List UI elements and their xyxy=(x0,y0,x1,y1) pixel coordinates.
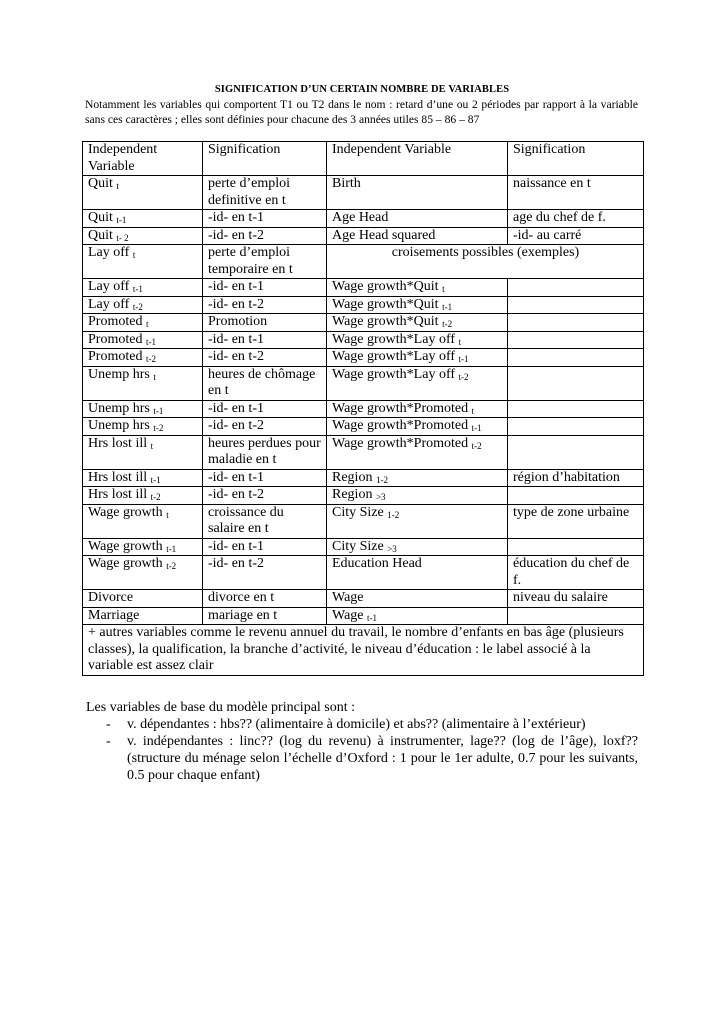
variable-subscript: t-1 xyxy=(153,405,164,416)
list-item-text: v. indépendantes : linc?? (log du revenu) à instrumenter, lage?? (log de l’âge), loxf?? (structure du ménage selon l’échelle d’Oxford : 1 pour le 1er adulte, 0.7 pour les suivants, 0.5 pour chaque enfant) xyxy=(127,734,638,783)
intro-paragraph: Notamment les variables qui comportent T1 ou T2 dans le nom : retard d’une ou 2 périodes par rapport à la variable sans ces caractères ; elles sont définies pour chacune des 3 années utiles 85 – 86 – 87 xyxy=(85,98,638,126)
variable-name: Wage growth*Promoted xyxy=(332,400,469,416)
variable-cell xyxy=(83,400,203,418)
list-dash: - xyxy=(106,717,111,732)
table-row xyxy=(83,331,644,349)
table-row xyxy=(83,176,644,210)
header-cell: Signification xyxy=(203,142,327,176)
variable-subscript: t-1 xyxy=(442,301,453,312)
variable-subscript: t-1 xyxy=(166,543,177,554)
table-note: + autres variables comme le revenu annuel du travail, le nombre d’enfants en bas âge (plusieurs classes), la qualification, la branche d’activité, le niveau d’éducation : le label associé à la variable est assez clair xyxy=(83,625,644,676)
header-cell: Independent Variable xyxy=(83,142,203,176)
signification-cell xyxy=(508,349,644,367)
list-item-text: v. dépendantes : hbs?? (alimentaire à domicile) et abs?? (alimentaire à l’extérieur) xyxy=(127,717,586,732)
table-row xyxy=(83,538,644,556)
variable-cell xyxy=(327,331,508,349)
signification-cell: -id- en t-2 xyxy=(203,296,327,314)
header-cell: Signification xyxy=(508,142,644,176)
signification-cell xyxy=(508,279,644,297)
signification-cell xyxy=(508,296,644,314)
variable-cell xyxy=(83,279,203,297)
variable-name: Wage growth*Lay off xyxy=(332,366,456,382)
variable-name: Wage growth*Promoted xyxy=(332,435,469,451)
variable-cell xyxy=(83,556,203,590)
variable-name: Wage growth*Promoted xyxy=(332,418,469,433)
variable-cell xyxy=(327,176,508,210)
signification-cell: heures perdues pour maladie en t xyxy=(203,435,327,469)
table-row xyxy=(83,349,644,367)
table-row xyxy=(83,314,644,332)
signification-cell: perte d’emploi definitive en t xyxy=(203,176,327,210)
signification-cell xyxy=(508,487,644,505)
variable-cell xyxy=(83,210,203,228)
variable-name: City Size xyxy=(332,504,384,520)
signification-cell xyxy=(508,435,644,469)
variable-cell xyxy=(327,314,508,332)
variable-name: Wage xyxy=(332,607,364,623)
variable-subscript: t-1 xyxy=(132,284,143,294)
variable-name: Unemp hrs xyxy=(88,366,150,382)
variable-cell xyxy=(83,607,203,625)
variable-cell xyxy=(327,296,508,314)
signification-cell: -id- en t-1 xyxy=(203,400,327,418)
table-row xyxy=(83,227,644,245)
variable-subscript: 1-2 xyxy=(375,474,388,485)
variable-cell xyxy=(327,504,508,538)
variable-cell xyxy=(327,227,508,245)
variable-subscript: 1-2 xyxy=(387,509,400,520)
variable-subscript: t-2 xyxy=(471,440,482,451)
signification-cell xyxy=(508,538,644,556)
variable-subscript: t-2 xyxy=(145,354,156,364)
signification-cell: -id- en t-1 xyxy=(203,279,327,297)
variable-cell xyxy=(327,210,508,228)
variable-name: Hrs lost ill xyxy=(88,435,148,451)
variable-name: Quit xyxy=(88,210,113,225)
table-row xyxy=(83,418,644,436)
page-title: SIGNIFICATION D’UN CERTAIN NOMBRE DE VARIABLES xyxy=(214,84,510,95)
variable-name: Quit xyxy=(88,227,113,243)
variable-subscript: t-2 xyxy=(153,423,164,433)
signification-cell: heures de chômage en t xyxy=(203,366,327,400)
variable-name: Unemp hrs xyxy=(88,418,150,433)
variable-name: Age Head xyxy=(332,210,389,225)
signification-cell: -id- en t-1 xyxy=(203,210,327,228)
signification-cell: -id- en t-2 xyxy=(203,349,327,367)
table-row xyxy=(83,245,644,279)
variable-cell xyxy=(327,538,508,556)
variable-subscript: t-2 xyxy=(132,301,143,312)
variable-name: Wage growth xyxy=(88,538,163,554)
variable-cell xyxy=(83,435,203,469)
variable-name: Lay off xyxy=(88,296,130,312)
variable-subscript: t xyxy=(166,509,169,520)
table-header-row xyxy=(83,142,644,176)
variable-subscript: t-2 xyxy=(150,492,161,502)
table-row xyxy=(83,400,644,418)
variable-name: Wage growth*Lay off xyxy=(332,349,456,364)
variable-subscript: t xyxy=(150,440,154,451)
variable-name: Quit xyxy=(88,176,113,191)
variable-subscript: t- 2 xyxy=(116,232,129,243)
variable-subscript: t-1 xyxy=(471,423,482,433)
variable-subscript: t-1 xyxy=(150,474,161,485)
variable-cell xyxy=(327,556,508,590)
variable-name: Wage growth xyxy=(88,504,163,520)
variable-subscript: t-1 xyxy=(367,612,378,623)
variable-name: Hrs lost ill xyxy=(88,487,148,502)
signification-cell: croissance du salaire en t xyxy=(203,504,327,538)
variable-subscript: t xyxy=(471,405,475,416)
variable-subscript: t xyxy=(132,250,136,260)
variable-cell xyxy=(327,487,508,505)
table-row xyxy=(83,487,644,505)
variable-cell xyxy=(327,279,508,297)
signification-cell: -id- en t-1 xyxy=(203,538,327,556)
signification-cell xyxy=(508,366,644,400)
variable-name: Age Head squared xyxy=(332,227,436,243)
variable-cell xyxy=(83,487,203,505)
variable-name: Unemp hrs xyxy=(88,400,150,416)
table-row xyxy=(83,556,644,590)
signification-cell: naissance en t xyxy=(508,176,644,210)
variable-name: Birth xyxy=(332,176,361,191)
variable-name: Divorce xyxy=(88,590,134,605)
variable-cell xyxy=(83,331,203,349)
variable-name: Promoted xyxy=(88,314,143,329)
signification-cell: perte d’emploi temporaire en t xyxy=(203,245,327,279)
variable-cell xyxy=(83,227,203,245)
variable-name: Hrs lost ill xyxy=(88,469,148,485)
variable-name: Lay off xyxy=(88,245,130,260)
variable-cell xyxy=(327,349,508,367)
variable-name: Wage growth*Quit xyxy=(332,296,439,312)
variable-name: Marriage xyxy=(88,607,140,623)
variable-cell xyxy=(83,176,203,210)
signification-cell: -id- en t-2 xyxy=(203,227,327,245)
variable-cell xyxy=(83,245,203,279)
variable-cell xyxy=(83,538,203,556)
signification-cell: divorce en t xyxy=(203,590,327,608)
variable-name: Wage growth xyxy=(88,556,163,571)
signification-cell xyxy=(508,418,644,436)
table-row xyxy=(83,210,644,228)
signification-cell xyxy=(508,400,644,418)
variable-cell xyxy=(83,590,203,608)
table-row xyxy=(83,590,644,608)
table-row xyxy=(83,607,644,625)
variable-subscript: >3 xyxy=(375,492,386,502)
signification-cell xyxy=(508,607,644,625)
list-dash: - xyxy=(106,734,111,749)
header-cell: Independent Variable xyxy=(327,142,508,176)
model-variables-section xyxy=(86,699,638,784)
model-variables-list xyxy=(86,716,638,784)
variable-subscript: t-2 xyxy=(442,319,453,329)
variable-name: Lay off xyxy=(88,279,130,294)
signification-cell: niveau du salaire xyxy=(508,590,644,608)
signification-cell: région d’habitation xyxy=(508,469,644,487)
variable-cell xyxy=(83,349,203,367)
variable-cell xyxy=(327,418,508,436)
variable-name: Region xyxy=(332,469,373,485)
variable-subscript: t-1 xyxy=(458,354,469,364)
variable-name: Education Head xyxy=(332,556,422,571)
table-row xyxy=(83,435,644,469)
table-note-row xyxy=(83,625,644,676)
table-row xyxy=(83,504,644,538)
variable-cell xyxy=(327,366,508,400)
variable-subscript: t-2 xyxy=(166,561,177,571)
table-row xyxy=(83,469,644,487)
variable-subscript: t xyxy=(458,336,462,347)
variable-name: Region xyxy=(332,487,373,502)
signification-cell: -id- en t-2 xyxy=(203,556,327,590)
variables-table xyxy=(82,141,644,676)
variable-subscript: t xyxy=(153,371,156,382)
table-row xyxy=(83,279,644,297)
signification-cell: -id- en t-2 xyxy=(203,418,327,436)
list-item xyxy=(86,716,638,733)
variable-cell xyxy=(83,314,203,332)
variable-cell xyxy=(327,435,508,469)
variable-cell xyxy=(327,400,508,418)
variable-cell xyxy=(327,469,508,487)
list-item xyxy=(86,733,638,784)
variable-name: Promoted xyxy=(88,349,143,364)
signification-cell: mariage en t xyxy=(203,607,327,625)
variable-subscript: t xyxy=(145,319,149,329)
variable-name: Wage growth*Quit xyxy=(332,279,439,294)
variable-cell xyxy=(83,418,203,436)
signification-cell: -id- en t-2 xyxy=(203,487,327,505)
variable-name: City Size xyxy=(332,538,384,554)
variable-name: Wage xyxy=(332,590,364,605)
table-row xyxy=(83,366,644,400)
signification-cell: éducation du chef de f. xyxy=(508,556,644,590)
crossings-label-cell: croisements possibles (exemples) xyxy=(327,245,644,279)
variable-subscript: t-2 xyxy=(458,371,469,382)
variable-cell xyxy=(83,296,203,314)
variable-subscript: t xyxy=(116,181,119,191)
variable-cell xyxy=(327,590,508,608)
variable-cell xyxy=(83,366,203,400)
variable-cell xyxy=(327,607,508,625)
variable-subscript: t-1 xyxy=(116,215,127,225)
variable-subscript: t xyxy=(442,284,445,294)
signification-cell: -id- au carré xyxy=(508,227,644,245)
variable-subscript: t-1 xyxy=(145,336,156,347)
variable-name: Promoted xyxy=(88,331,143,347)
variable-cell xyxy=(83,469,203,487)
section-heading: Les variables de base du modèle principal sont : xyxy=(86,700,356,715)
signification-cell: Promotion xyxy=(203,314,327,332)
table-row xyxy=(83,296,644,314)
variable-name: Wage growth*Quit xyxy=(332,314,439,329)
signification-cell: type de zone urbaine xyxy=(508,504,644,538)
signification-cell: age du chef de f. xyxy=(508,210,644,228)
signification-cell xyxy=(508,314,644,332)
variable-cell xyxy=(83,504,203,538)
signification-cell: -id- en t-1 xyxy=(203,469,327,487)
signification-cell xyxy=(508,331,644,349)
variable-subscript: >3 xyxy=(387,543,397,554)
signification-cell: -id- en t-1 xyxy=(203,331,327,349)
variable-name: Wage growth*Lay off xyxy=(332,331,456,347)
